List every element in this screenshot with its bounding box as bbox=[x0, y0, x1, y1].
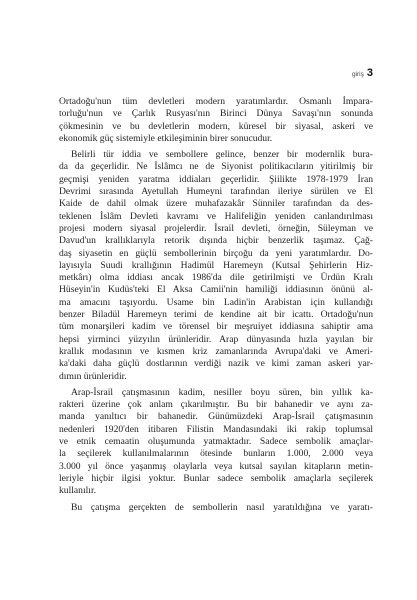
text-line: Belirli tür iddia ve sembollere gelince, benzer bir modernlik bura- bbox=[71, 149, 373, 161]
text-line: krallık modasının ve kısmen kriz zamanlarında Avrupa'daki ve Ameri- bbox=[59, 345, 373, 357]
text-line: Davud'un krallıklarıyla retorik dışında hiçbir benzerlik taşımaz. Çağ- bbox=[59, 235, 373, 247]
text-line: ma amacını taşıyordu. Usame bin Ladin'in Arabistan için kullandığı bbox=[59, 296, 373, 308]
text-line: Bu çatışma gerçekten de sembollerin nasıl yaratıldığına ve yaratı- bbox=[71, 501, 373, 513]
text-line: rakteri üzerine çok anlam çıkarılmıştır. Bu bir bahanedir ve aynı za- bbox=[59, 399, 373, 411]
text-line: da da geçerlidir. Ne İslâmcı ne de Siyonist politikacıların yitirilmiş bir bbox=[59, 161, 373, 173]
paragraph-1 bbox=[59, 96, 373, 145]
text-line: Arap-İsrail çatışmasının kadim, nesiller boyu süren, bin yıllık ka- bbox=[71, 386, 373, 398]
text-line: 3.000 yıl önce yaşanmış olaylarla veya kutsal sayılan kitapların metin- bbox=[59, 460, 373, 472]
paragraph-3 bbox=[59, 387, 373, 498]
text-line: geçmişi yeniden yaratma iddiaları geçerlidir. Şiilikte 1978-1979 İran bbox=[59, 173, 373, 185]
text-line: Ortadoğu'nun tüm devletleri modern yaratımlardır. Osmanlı İmpara- bbox=[59, 96, 373, 107]
text-line: ka'daki daha güçlü dostlarının verdiği nazik ve kimi zaman askeri yar- bbox=[59, 358, 373, 370]
text-line: metkârı) olma iddiası ancak 1986'da dile getirilmişti ve Ürdün Kralı bbox=[59, 272, 373, 284]
text-line: torluğu'nun ve Çarlık Rusyası'nın Birinci Dünya Savaşı'nın sonunda bbox=[59, 108, 373, 120]
text-line: Devrimi sırasında Ayetullah Humeyni tarafından ileriye sürülen ve El bbox=[59, 186, 373, 198]
text-line: çökmesinin ve bu devletlerin modern, küresel bir siyasal, askeri ve bbox=[59, 120, 373, 132]
text-line: tüm monarşileri kadim ve törensel bir meşruiyet iddiasına sahiptir ama bbox=[59, 321, 373, 333]
text-line: ekonomik güç sistemiyle etkileşiminin birer sonucudur. bbox=[59, 132, 273, 144]
text-line: daş siyasetin en güçlü sembollerinin birçoğu da yeni yaratımlardır. Do- bbox=[59, 247, 373, 259]
text-line: benzer Biladül Haremeyn terimi de kendine ait bir icattı. Ortadoğu'nun bbox=[59, 309, 373, 321]
text-line: kullanılır. bbox=[59, 485, 97, 497]
running-head bbox=[352, 67, 373, 79]
text-line: projesi modern siyasal projelerdir. İsrail devleti, örneğin, Süleyman ve bbox=[59, 222, 373, 234]
text-line: layısıyla Suudi krallığının Hadimül Haremeyn (Kutsal Şehirlerin Hiz- bbox=[59, 259, 373, 271]
text-line: dımın ürünleridir. bbox=[59, 370, 127, 382]
text-line: la seçilerek kullanılmalarının ötesinde bunların 1.000, 2.000 veya bbox=[59, 448, 373, 460]
text-line: Kaide de dahil olmak üzere muhafazakâr Sünniler tarafından da des- bbox=[59, 198, 373, 210]
text-line: Hüseyin'in Kudüs'teki El Aksa Camii'nin hamiliği iddiasının önünü al- bbox=[59, 284, 373, 296]
paragraph-4 bbox=[59, 502, 373, 514]
page-number: 3 bbox=[366, 67, 373, 79]
text-line: manda yanıltıcı bir bahanedir. Günümüzdeki Arap-İsrail çatışmasının bbox=[59, 411, 373, 423]
running-head-label: giriş bbox=[351, 71, 364, 78]
paragraph-2 bbox=[59, 149, 373, 383]
text-line: hepsi yirminci yüzyılın ürünleridir. Arap dünyasında hızla yayılan bir bbox=[59, 333, 373, 345]
text-line: leriyle hiçbir ilgisi yoktur. Bunlar sadece sembolik amaçlarla seçilerek bbox=[59, 472, 373, 484]
body-text bbox=[59, 96, 373, 518]
text-line: teklenen İslâm Devleti kavramı ve Halifeliğin yeniden canlandırılması bbox=[59, 210, 373, 222]
text-line: ve etnik cemaatin oluşumunda yatmaktadır. Sadece sembolik amaçlar- bbox=[59, 436, 373, 448]
text-line: nedenleri 1920'den itibaren Filistin Mandasındaki iki rakip toplumsal bbox=[59, 423, 373, 435]
